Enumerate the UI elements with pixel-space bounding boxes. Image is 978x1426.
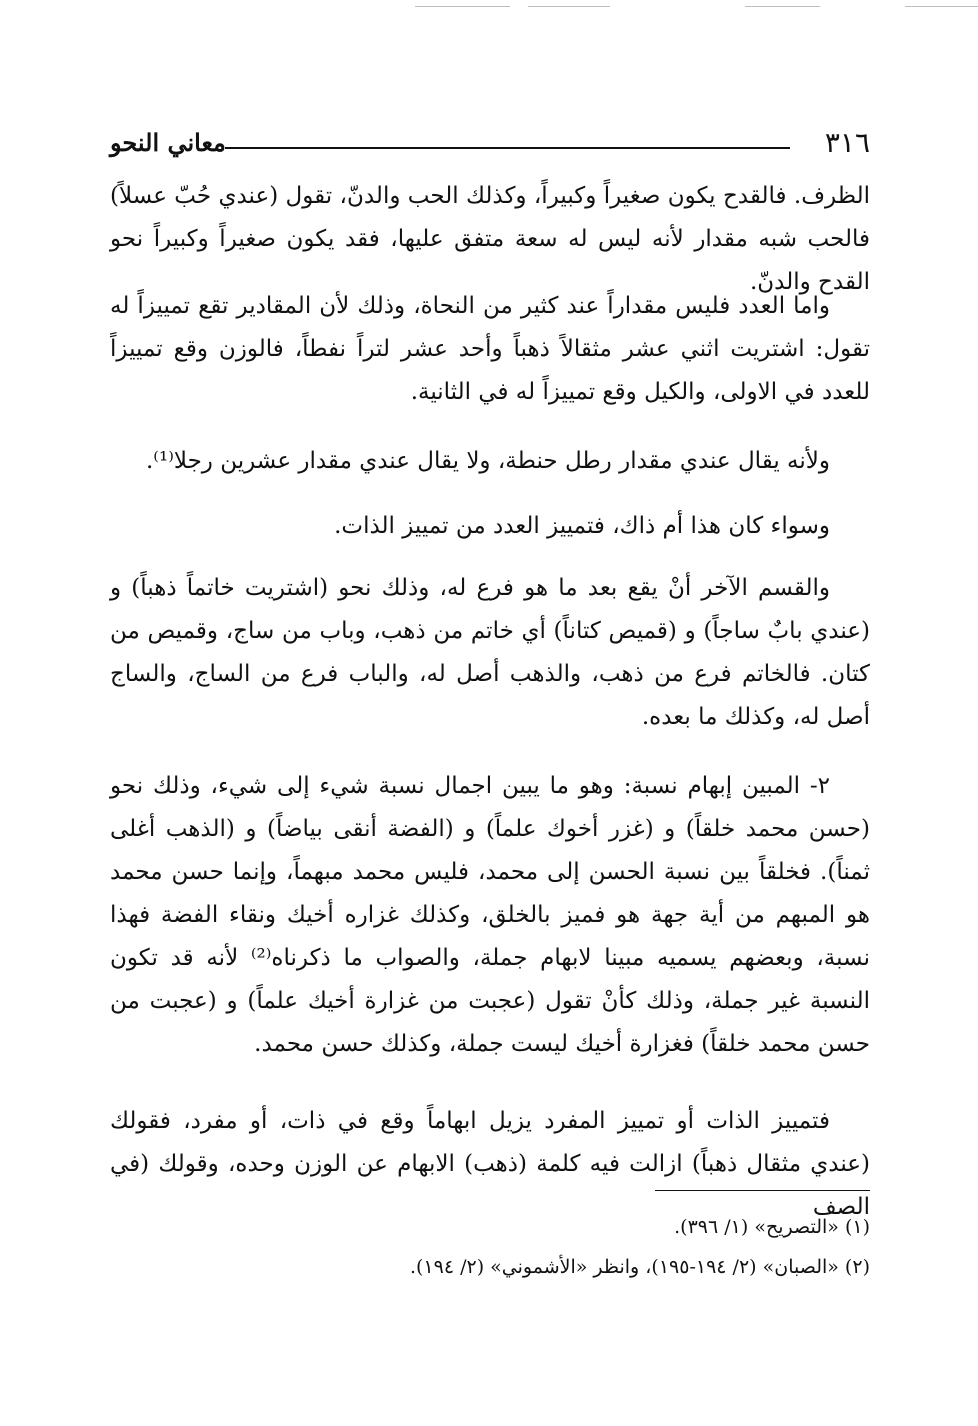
footnote-1: (١) «التصريح» (١/ ٣٩٦). [674, 1216, 870, 1238]
paragraph-4: وسواء كان هذا أم ذاك، فتمييز العدد من تمييز الذات. [334, 513, 830, 539]
paragraph-5: والقسم الآخر أنْ يقع بعد ما هو فرع له، وذلك نحو (اشتريت خاتماً ذهباً) و (عندي بابٌ ساجاً) و (قميص كتاناً) أي خاتم من ذهب، وباب من ساج، وقميص من كتان. فالخاتم فرع من ذهب، والذهب أصل له، والباب فرع من الساج، والساج أصل له، وكذلك ما بعده. [110, 575, 870, 730]
page-header [110, 126, 870, 166]
paragraph-2: واما العدد فليس مقداراً عند كثير من النحاة، وذلك لأن المقادير تقع تمييزاً له تقول: اشتريت اثني عشر مثقالاً ذهباً وأحد عشر لتراً نفطاً، فالوزن وقع تمييزاً للعدد في الاولى، والكيل وقع تمييزاً له في الثانية. [110, 293, 870, 405]
paragraph-7: فتمييز الذات أو تمييز المفرد يزيل ابهاماً وقع في ذات، أو مفرد، فقولك (عندي مثقال ذهباً) ازالت فيه كلمة (ذهب) الابهام عن الوزن وحده، وقولك (في الصف [110, 1108, 870, 1220]
footnote-2: (٢) «الصبان» (٢/ ١٩٤-١٩٥)، وانظر «الأشموني» (٢/ ١٩٤). [409, 1256, 870, 1278]
page-number: ٣١٦ [824, 126, 870, 159]
paragraph-1: الظرف. فالقدح يكون صغيراً وكبيراً، وكذلك الحب والدنّ، تقول (عندي حُبّ عسلاً) فالحب شبه مقدار لأنه ليس له سعة متفق عليها، فقد يكون صغيراً وكبيراً نحو القدح والدنّ. [110, 183, 870, 295]
running-title: معاني النحو [110, 128, 226, 157]
footnote-rule [655, 1190, 870, 1191]
paragraph-6: ٢- المبين إبهام نسبة: وهو ما يبين اجمال نسبة شيء إلى شيء، وذلك نحو (حسن محمد خلقاً) و (غزر أخوك علماً) و (الفضة أنقى بياضاً) و (الذهب أغلى ثمناً). فخلقاً بين نسبة الحسن إلى محمد، فليس محمد مبهماً، وإنما حسن محمد هو المبهم من أية جهة هو فميز بالخلق، وكذلك غزاره أخيك ونقاء الفضة فهذا نسبة، وبعضهم يسميه مبينا لابهام جملة، والصواب ما ذكرناه⁽²⁾ لأنه قد تكون النسبة غير جملة، وذلك كأنْ تقول (عجبت من غزارة أخيك علماً) و (عجبت من حسن محمد خلقاً) فغزارة أخيك ليست جملة، وكذلك حسن محمد. [110, 773, 870, 1057]
header-rule [225, 147, 790, 149]
paragraph-3: ولأنه يقال عندي مقدار رطل حنطة، ولا يقال عندي مقدار عشرين رجلا⁽¹⁾. [146, 448, 830, 474]
